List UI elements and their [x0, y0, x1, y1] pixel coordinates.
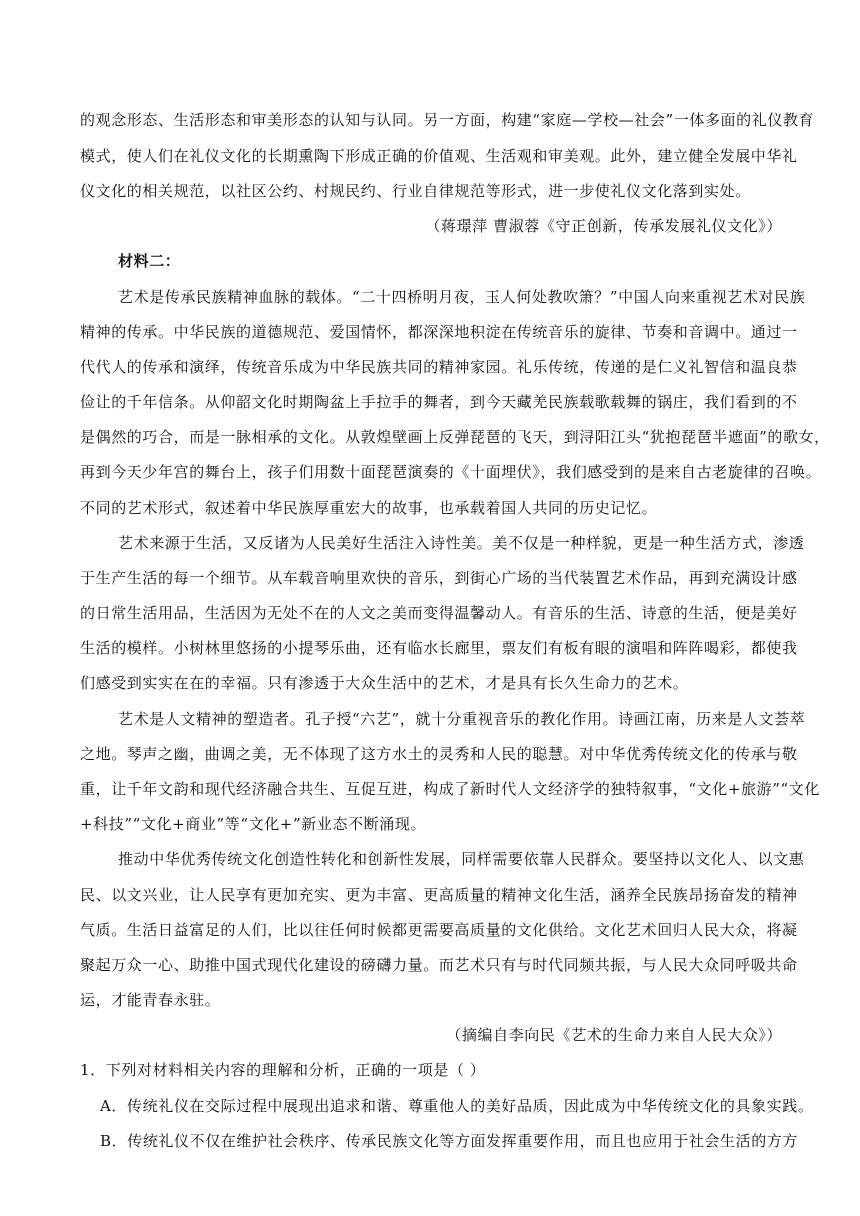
text-line: 不同的艺术形式，叙述着中华民族厚重宏大的故事，也承载着国人共同的历史记忆。: [80, 499, 658, 517]
text-line: 再到今天少年宫的舞台上，孩子们用数十面琵琶演奏的《十面埋伏》，我们感受到的是来自古老旋律的召唤。: [80, 463, 822, 481]
source-citation: （摘编自李向民《艺术的生命力来自人民大众》）: [446, 1026, 782, 1044]
source-citation: （蒋璟萍 曹淑蓉《守正创新，传承发展礼仪文化》）: [425, 217, 782, 235]
text-line: 艺术是传承民族精神血脉的载体。“二十四桥明月夜，玉人何处教吹箫？”中国人向来重视艺术对民族: [118, 288, 806, 306]
text-line: 气质。生活日益富足的人们，比以往任何时候都更需要高质量的文化供给。文化艺术回归人民大众，将凝: [80, 921, 798, 939]
text-line: +科技”“文化+商业”等“文化+”新业态不断涌现。: [80, 815, 427, 833]
text-line: 是偶然的巧合，而是一脉相承的文化。从敦煌壁画上反弹琵琶的飞天，到浔阳江头“犹抱琵琶半遮面”的歌女，: [80, 428, 830, 446]
text-line: 重，让千年文韵和现代经济融合共生、互促互进，构成了新时代人文经济学的独特叙事，“文化+旅游”“文化: [80, 780, 820, 798]
text-line: 仪文化的相关规范，以社区公约、村规民约、行业自律规范等形式，进一步使礼仪文化落到实处。: [80, 182, 751, 200]
text-line: 之地。琴声之幽，曲调之美，无不体现了这方水土的灵秀和人民的聪慧。对中华优秀传统文化的传承与敬: [80, 745, 798, 763]
text-line: 模式，使人们在礼仪文化的长期熏陶下形成正确的价值观、生活观和审美观。此外，建立健全发展中华礼: [80, 147, 798, 165]
text-line: 聚起万众一心、助推中国式现代化建设的磅礴力量。而艺术只有与时代同频共振，与人民大众同呼吸共命: [80, 956, 798, 974]
text-line: 推动中华优秀传统文化创造性转化和创新性发展，同样需要依靠人民群众。要坚持以文化人、以文惠: [118, 850, 805, 868]
text-line: 精神的传承。中华民族的道德规范、爱国情怀，都深深地积淀在传统音乐的旋律、节奏和音调中。通过一: [80, 323, 798, 341]
text-line: 艺术来源于生活，又反诸为人民美好生活注入诗性美。美不仅是一种样貌，更是一种生活方式，渗透: [118, 534, 805, 552]
text-line: 俭让的千年信条。从仰韶文化时期陶盆上手拉手的舞者，到今天藏羌民族载歌载舞的锅庄，我们看到的不: [80, 393, 798, 411]
text-line: 于生产生活的每一个细节。从车载音响里欢快的音乐，到街心广场的当代装置艺术作品，再到充满设计感: [80, 569, 798, 587]
text-line: 们感受到实实在在的幸福。只有渗透于大众生活中的艺术，才是具有长久生命力的艺术。: [80, 674, 689, 692]
text-line: 生活的模样。小树林里悠扬的小提琴乐曲，还有临水长廊里，票友们有板有眼的演唱和阵阵喝彩，都使我: [80, 639, 798, 657]
option-b: B．传统礼仪不仅在维护社会秩序、传承民族文化等方面发挥重要作用，而且也应用于社会生活的方方: [100, 1132, 799, 1150]
text-line: 的观念形态、生活形态和审美形态的认知与认同。另一方面，构建“家庭—学校—社会”一体多面的礼仪教育: [80, 111, 815, 129]
text-line: 的日常生活用品，生活因为无处不在的人文之美而变得温馨动人。有音乐的生活、诗意的生活，便是美好: [80, 604, 798, 622]
question-stem: 1．下列对材料相关内容的理解和分析，正确的一项是（ ）: [80, 1061, 486, 1079]
text-line: 运，才能青春永驻。: [80, 991, 221, 1009]
section-heading: 材料二：: [118, 252, 181, 270]
text-line: 民、以文兴业，让人民享有更加充实、更为丰富、更高质量的精神文化生活，涵养全民族昂扬奋发的精神: [80, 886, 798, 904]
text-line: 代代人的传承和演绎，传统音乐成为中华民族共同的精神家园。礼乐传统，传递的是仁义礼智信和温良恭: [80, 358, 798, 376]
option-a: A．传统礼仪在交际过程中展现出追求和谐、尊重他人的美好品质，因此成为中华传统文化的具象实践。: [100, 1097, 814, 1115]
text-line: 艺术是人文精神的塑造者。孔子授“六艺”，就十分重视音乐的教化作用。诗画江南，历来是人文荟萃: [118, 710, 806, 728]
